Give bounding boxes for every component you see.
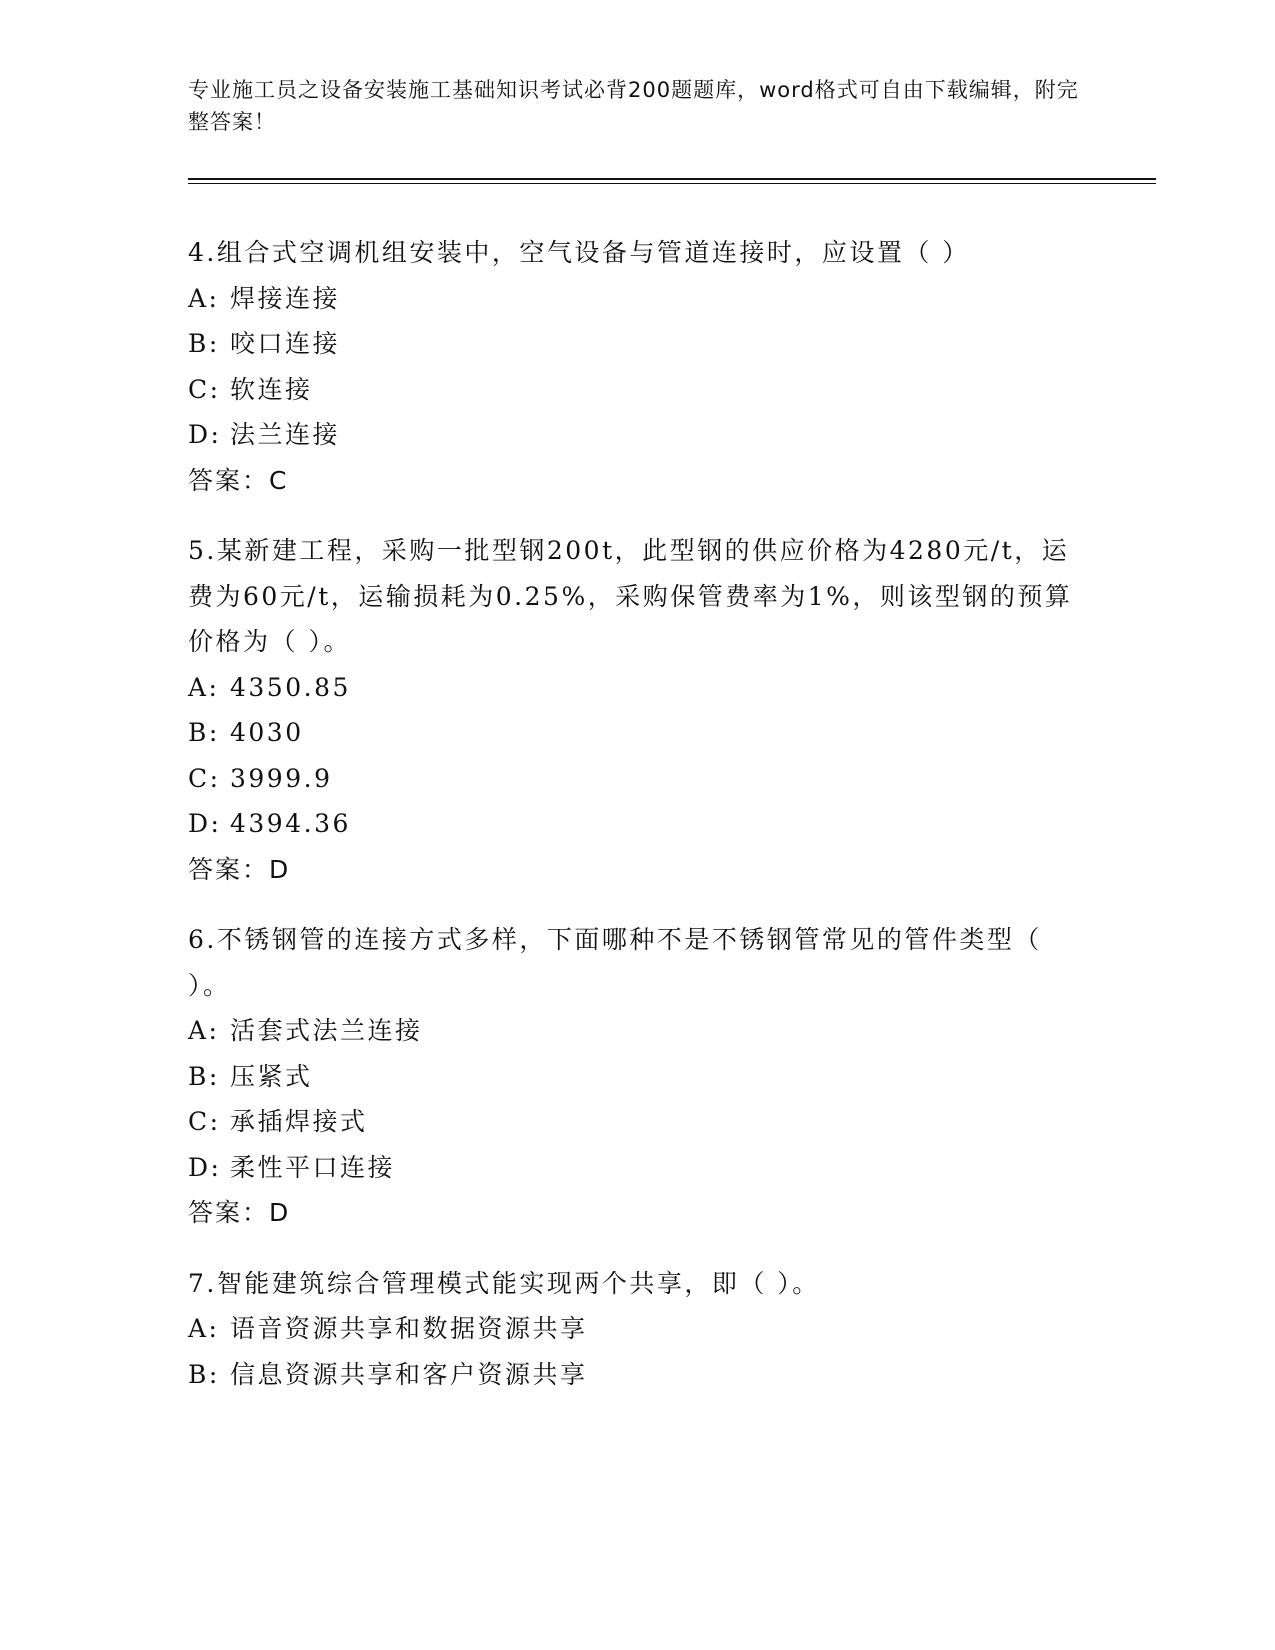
- question-stem: 6.不锈钢管的连接方式多样，下面哪种不是不锈钢管常见的管件类型（ ）。: [188, 925, 1042, 1000]
- question-4: [188, 230, 1088, 503]
- option-text: 语音资源共享和数据资源共享: [230, 1314, 588, 1343]
- option-a: [188, 1008, 1088, 1054]
- option-d: [188, 801, 1088, 847]
- option-text: 3999.9: [230, 763, 333, 793]
- option-letter: B:: [188, 718, 220, 747]
- question-7: [188, 1261, 1088, 1398]
- option-text: 软连接: [230, 374, 313, 404]
- option-text: 4030: [230, 718, 304, 747]
- option-letter: D:: [188, 1152, 222, 1182]
- option-text: 活套式法兰连接: [230, 1016, 423, 1045]
- option-letter: D:: [188, 420, 222, 449]
- option-b: [188, 1054, 1088, 1100]
- document-title: 专业施工员之设备安装施工基础知识考试必背200题题库，word格式可自由下载编辑，附完整答案！: [188, 78, 1079, 134]
- option-text: 承插焊接式: [230, 1107, 368, 1136]
- option-letter: D:: [188, 809, 222, 838]
- option-text: 4350.85: [230, 672, 351, 702]
- option-letter: A:: [188, 283, 220, 313]
- title-divider-thin: [188, 183, 1156, 184]
- option-letter: C:: [188, 374, 221, 404]
- option-b: [188, 321, 1088, 367]
- answer-line: 答案：C: [188, 465, 289, 495]
- question-stem: 7.智能建筑综合管理模式能实现两个共享，即（ ）。: [188, 1268, 820, 1298]
- question-stem: 5.某新建工程，采购一批型钢200t，此型钢的供应价格为4280元/t，运费为60元/t，运输损耗为0.25%，采购保管费率为1%，则该型钢的预算价格为（ ）。: [188, 536, 1073, 656]
- option-letter: A:: [188, 1314, 220, 1343]
- option-c: [188, 367, 1088, 413]
- option-letter: C:: [188, 1107, 221, 1136]
- option-letter: C:: [188, 763, 221, 793]
- option-text: 焊接连接: [230, 283, 341, 313]
- option-text: 4394.36: [230, 809, 351, 838]
- option-letter: B:: [188, 1061, 220, 1091]
- option-a: [188, 276, 1088, 322]
- option-text: 咬口连接: [230, 329, 341, 358]
- option-a: [188, 665, 1088, 711]
- question-list: [188, 230, 1088, 1422]
- option-d: [188, 412, 1088, 458]
- question-stem: 4.组合式空调机组安装中，空气设备与管道连接时，应设置（ ）: [188, 238, 970, 267]
- option-letter: B:: [188, 329, 220, 358]
- option-text: 法兰连接: [230, 420, 341, 449]
- answer-line: 答案：D: [188, 854, 291, 884]
- option-letter: A:: [188, 672, 220, 702]
- option-b: [188, 710, 1088, 756]
- question-6: [188, 917, 1088, 1236]
- option-text: 柔性平口连接: [230, 1152, 396, 1182]
- option-text: 压紧式: [230, 1061, 313, 1091]
- answer-line: 答案：D: [188, 1198, 291, 1227]
- option-c: [188, 1099, 1088, 1145]
- option-c: [188, 756, 1088, 802]
- option-d: [188, 1145, 1088, 1191]
- option-b: [188, 1352, 1088, 1398]
- option-letter: B:: [188, 1359, 220, 1389]
- option-text: 信息资源共享和客户资源共享: [230, 1359, 588, 1389]
- option-letter: A:: [188, 1016, 220, 1045]
- option-a: [188, 1306, 1088, 1352]
- title-divider-thick: [188, 178, 1156, 180]
- question-5: [188, 528, 1088, 892]
